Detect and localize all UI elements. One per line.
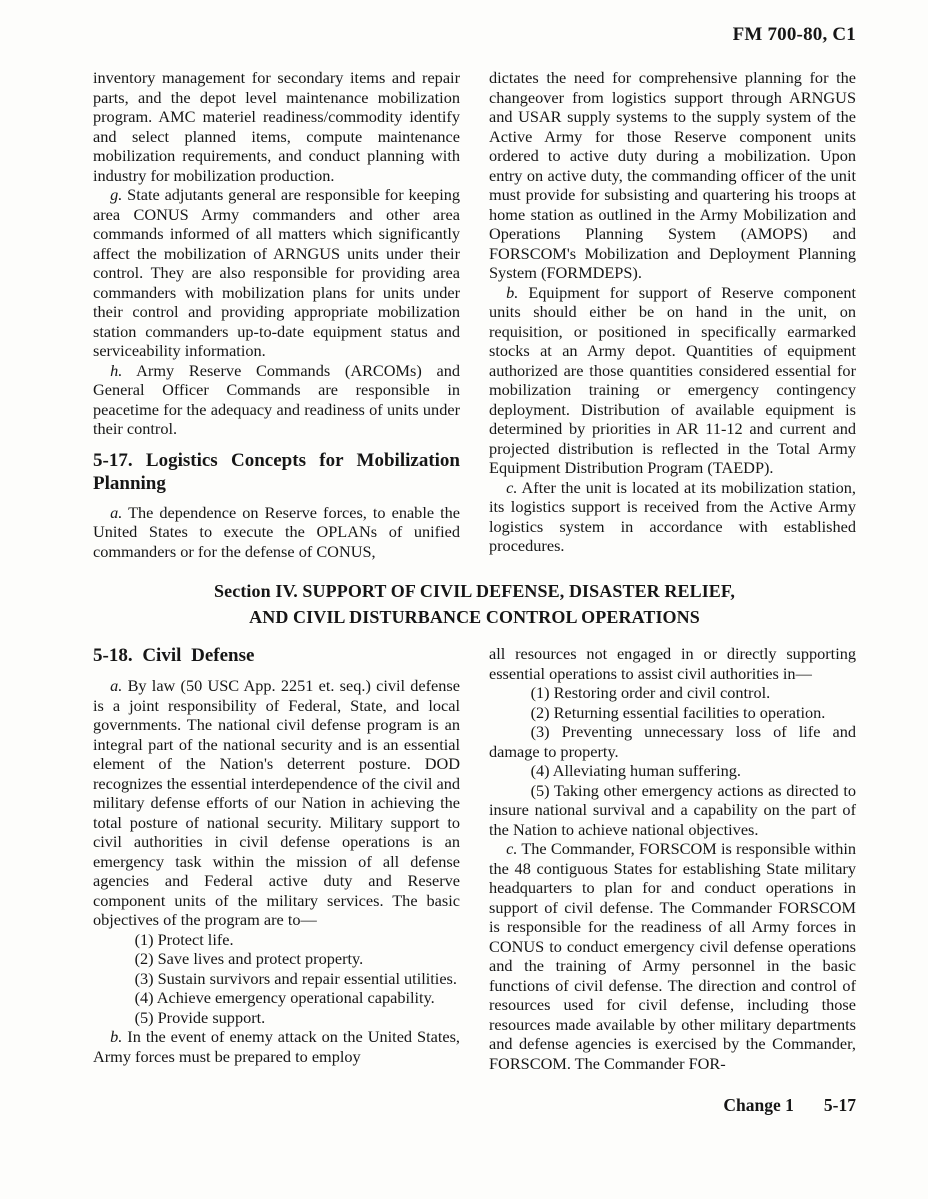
list-item: (5) Provide support. [134,1007,266,1027]
paragraph-c-text: After the unit is located at its mobilization station, its logistics support is received from the Active Army logistics system in accordance with established procedures. [489,477,856,555]
paragraph-letter-b: b. [506,282,519,302]
list-item: (3) Sustain survivors and repair essential utilities. [134,968,457,988]
page-header [93,24,856,46]
paragraph-g [93,185,460,361]
paragraph-dictates-cont: dictates the need for comprehensive planning for the changeover from logistics support through ARNGUS and USAR supply systems to the supply system of the Active Army for those Reserve component units ordered to active duty during a mobilization. Upon entry on active duty, the commanding officer of the unit must provide for subsisting and quartering his troops at home station as outlined in the Army Mobilization and Operations Planning System (AMOPS) and FORSCOM's Mobilization and Deployment Planning System (FORMDEPS). [489,68,856,282]
paragraph-letter-b: b. [110,1027,123,1046]
list-item: (2) Returning essential facilities to operation. [530,702,826,722]
heading-5-17: 5-17. Logistics Concepts for Mobilization Planning [93,449,460,494]
paragraph-civil-a-text: By law (50 USC App. 2251 et. seq.) civil defense is a joint responsibility of Federal, State, and local governments. The national civil defense program is an integral part of the national security and is an essential element of the Nation's deterrent posture. DOD recognizes the essential interdependence of the civil and military defense efforts of our Nation in achieving the total posture of national security. Military support to civil authorities in civil defense operations is an emergency task within the mission of all defense agencies and Federal active duty and Reserve component units of the military services. The basic objectives of the program are to— [93,676,460,929]
paragraph-b-text: Equipment for support of Reserve component units should either be on hand in the unit, on requisition, or positioned in specifically earmarked stocks at an Army depot. Quantities of equipment authorized are those quantities considered essential for mobilization training or emergency contingency deployment. Distribution of available equipment is determined by priorities in AR 11-12 and current and projected distribution is reflected in the Total Army Equipment Distribution Program (TAEDP). [489,282,856,477]
paragraph-h [93,361,460,439]
list-item: (4) Alleviating human suffering. [530,761,741,780]
list-item: (1) Protect life. [134,929,234,949]
page-number: 5-17 [823,1095,856,1115]
paragraph-b-equipment [489,283,856,478]
paragraph-g-text: State adjutants general are responsible for keeping area CONUS Army commanders and other area commands informed of all matters which significantly affect the mobilization of ARNGUS units under their control. They are also responsible for providing area commanders with mobilization plans for units under their control and providing appropriate mobilization station commanders up-to-date equipment status and serviceability information. [93,185,460,360]
change-label: Change 1 [723,1095,794,1115]
paragraph-letter-c: c. [506,477,518,497]
section-iv-title [93,578,856,630]
paragraph-a-logistics [93,503,460,562]
bottom-right-column [489,644,856,1073]
section-iv-line2: AND CIVIL DISTURBANCE CONTROL OPERATIONS [249,607,700,627]
list-item: (3) Preventing unnecessary loss of life and damage to property. [489,722,856,761]
bottom-columns [93,644,856,1073]
page-content [93,24,856,1073]
doc-reference: FM 700-80, C1 [732,24,856,45]
list-item: (5) Taking other emergency actions as directed to insure national survival and a capability on the part of the Nation to achieve national objectives. [489,780,856,839]
paragraph-civil-b [93,1027,460,1066]
heading-5-18: 5-18. Civil Defense [93,645,255,666]
paragraph-letter-c: c. [506,839,518,858]
paragraph-inventory-cont: inventory management for secondary items and repair parts, and the depot level maintenance mobilization program. AMC materiel readiness/commodity identify and select planned items, compute maintenance mobilization requirements, and conduct planning with industry for mobilization production. [93,68,460,185]
paragraph-civil-a [93,676,460,930]
top-columns [93,68,856,561]
top-right-column [489,68,856,561]
bottom-left-column [93,644,460,1073]
list-item: (4) Achieve emergency operational capability. [134,988,435,1007]
list-item: (1) Restoring order and civil control. [530,683,771,702]
paragraph-h-text: Army Reserve Commands (ARCOMs) and General Officer Commands are responsible in peacetime for the adequacy and readiness of units under their control. [93,360,461,438]
paragraph-letter-g: g. [110,185,123,204]
paragraph-letter-a: a. [110,502,123,522]
paragraph-letter-h: h. [110,360,123,380]
paragraph-a-text: The dependence on Reserve forces, to enable the United States to execute the OPLANs of unified commanders or for the defense of CONUS, [93,502,460,561]
paragraph-resources-cont: all resources not engaged in or directly supporting essential operations to assist civil authorities in— [489,644,856,683]
paragraph-letter-a: a. [110,676,123,695]
list-item: (2) Save lives and protect property. [134,949,364,968]
top-left-column [93,68,460,561]
paragraph-forscom-c-text: The Commander, FORSCOM is responsible within the 48 contiguous States for establishing State military headquarters to plan for and conduct operations in support of civil defense. The Commander FORSCOM is responsible for the readiness of all Army forces in CONUS to conduct emergency civil defense operations and the training of Army personnel in the basic functions of civil defense. The direction and control of resources used for civil defense, including those resources made available by other military departments and defense agencies is exercised by the Commander, FORSCOM. The Commander FOR- [489,839,857,1073]
page-footer [723,1095,856,1116]
paragraph-c-mobilization [489,478,856,556]
section-iv-line1: Section IV. SUPPORT OF CIVIL DEFENSE, DISASTER RELIEF, [214,581,735,601]
paragraph-forscom-c [489,839,856,1073]
paragraph-civil-b-text: In the event of enemy attack on the United States, Army forces must be prepared to employ [93,1027,460,1066]
